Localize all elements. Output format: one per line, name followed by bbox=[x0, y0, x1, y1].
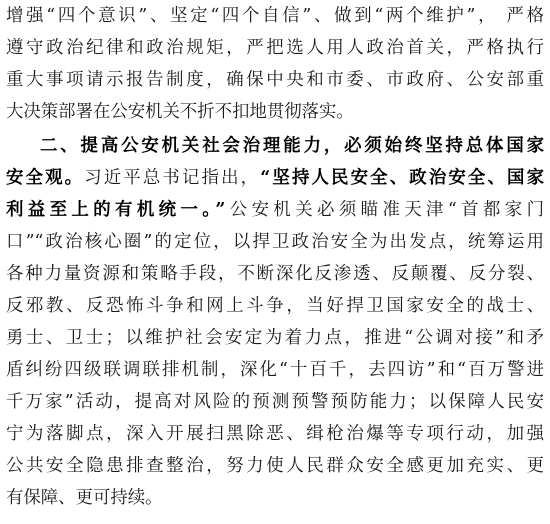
line-text: 大决策部署在公安机关不折不扣地贯彻落实。 bbox=[6, 102, 354, 122]
section-heading-line bbox=[40, 131, 544, 161]
line-text: 盾纠纷四级联调联排机制，深化“十百千，去四访”和“百万警进 bbox=[6, 360, 544, 380]
paragraph-line bbox=[6, 97, 544, 127]
line-text: 重大事项请示报告制度，确保中央和市委、市政府、公安部重 bbox=[6, 70, 544, 90]
line-text: 口”“政治核心圈”的定位，以捍卫政治安全为出发点，统筹运用 bbox=[6, 232, 544, 252]
line-text: 千万家”活动，提高对风险的预测预警预防能力；以保障人民安 bbox=[6, 392, 544, 412]
line-text: 反邪教、反恐怖斗争和网上斗争，当好捍卫国家安全的战士、 bbox=[6, 296, 544, 316]
line-text: 宁为落脚点，深入开展扫黑除恶、缉枪治爆等专项行动，加强 bbox=[6, 424, 544, 444]
line-text: 公安机关必须瞄准天津“首都家门 bbox=[225, 200, 544, 220]
line-text: 公共安全隐患排查整治，努力使人民群众安全感更加充实、更 bbox=[6, 456, 544, 476]
heading-text: 二、提高公安机关社会治理能力，必须始终坚持总体国家 bbox=[40, 136, 544, 156]
paragraph-line bbox=[6, 1, 544, 31]
paragraph-line bbox=[6, 387, 544, 417]
paragraph-line bbox=[6, 291, 544, 321]
paragraph-line bbox=[6, 451, 544, 481]
line-text: 遵守政治纪律和政治规矩，严把选人用人政治首关，严格执行 bbox=[6, 38, 544, 58]
bold-quote-text: “坚持人民安全、政治安全、国家 bbox=[260, 168, 544, 188]
paragraph-line bbox=[6, 355, 544, 385]
line-text: 增强“四个意识”、坚定“四个自信”、做到“两个维护”， 严格 bbox=[6, 6, 544, 26]
line-text: 勇士、卫士；以维护社会安定为着力点，推进“公调对接”和矛 bbox=[6, 328, 544, 348]
paragraph-line bbox=[6, 33, 544, 63]
line-text: 习近平总书记指出， bbox=[84, 168, 261, 188]
paragraph-line bbox=[6, 163, 544, 193]
paragraph-line bbox=[6, 259, 544, 289]
bold-quote-text: 利益至上的有机统一。” bbox=[6, 200, 226, 220]
paragraph-line bbox=[6, 227, 544, 257]
paragraph-line bbox=[6, 323, 544, 353]
paragraph-line bbox=[6, 65, 544, 95]
paragraph-line bbox=[6, 195, 544, 225]
paragraph-line bbox=[6, 483, 544, 513]
paragraph-line bbox=[6, 419, 544, 449]
line-text: 各种力量资源和策略手段，不断深化反渗透、反颠覆、反分裂、 bbox=[6, 264, 544, 284]
line-text: 有保障、更可持续。 bbox=[6, 488, 163, 508]
bold-text: 安全观。 bbox=[6, 168, 85, 188]
